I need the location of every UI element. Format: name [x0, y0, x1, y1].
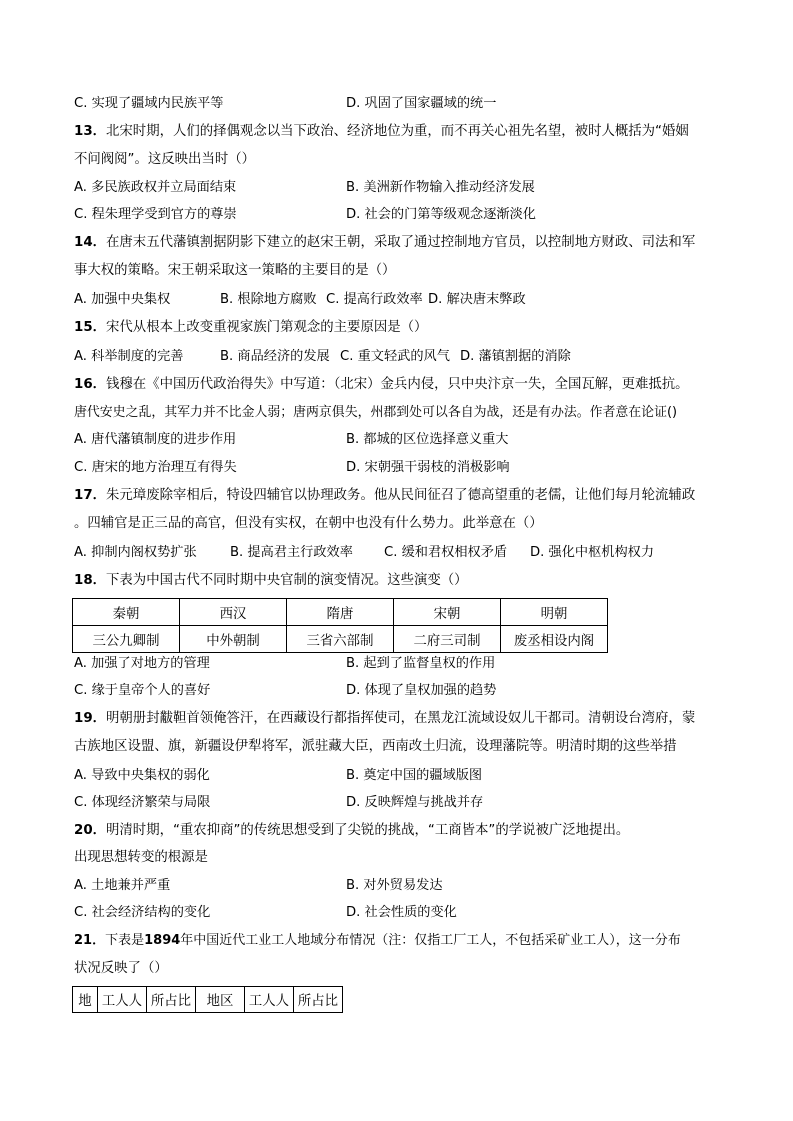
table-cell: 三省六部制: [287, 626, 394, 653]
q14-option-b: B. 根除地方腐败: [220, 292, 317, 307]
q16-stem-line1: [74, 375, 689, 395]
q14-options: [74, 290, 724, 310]
q18-options-ab: [74, 654, 724, 674]
q13-text-1: 北宋时期，人们的择偶观念以当下政治、经济地位为重，而不再关心祖先名望，被时人概括为“婚姻: [106, 124, 689, 139]
table-row: [73, 987, 343, 1013]
q13-options-ab: [74, 178, 724, 198]
q17-stem-line2: 。四辅官是正三品的高官，但没有实权，在朝中也没有什么势力。此举意在（）: [74, 516, 543, 531]
q12-options-cd: [74, 94, 724, 114]
table-header-cell: 宋朝: [394, 599, 501, 626]
q17-number: 17．: [74, 488, 107, 503]
q17-option-d: D. 强化中枢机构权力: [530, 545, 655, 560]
q21-text-1b: 年中国近代工业工人地域分布情况（注：仅指工厂工人，不包括采矿业工人），这一分布: [180, 933, 681, 948]
q19-stem-line1: [74, 709, 695, 729]
q16-text-1: 钱穆在《中国历代政治得失》中写道：（北宋）金兵内侵，只中央汴京一失，全国瓦解，更难抵抗。: [106, 377, 689, 392]
table-header-cell: 所占比: [294, 987, 343, 1013]
q19-text-1: 明朝册封黻靼首领俺答汗，在西藏设行都指挥使司，在黑龙江流域设奴儿干都司。清朝设台湾府，蒙: [106, 711, 696, 726]
q21-year: 1894: [144, 933, 181, 948]
q13-number: 13．: [74, 124, 107, 139]
q18-text-1: 下表为中国古代不同时期中央官制的演变情况。这些演变（）: [106, 573, 468, 588]
q18-option-b: B. 起到了监督皇权的作用: [346, 656, 496, 671]
q13-option-d: D. 社会的门第等级观念逐渐淡化: [346, 207, 536, 222]
q14-option-d: D. 解决唐末弊政: [428, 292, 526, 307]
q20-text-1: 明清时期，“重农抑商”的传统思想受到了尖锐的挑战，“工商皆本”的学说被广泛地提出。: [106, 823, 630, 838]
q16-options-ab: [74, 430, 724, 450]
q16-option-b: B. 都城的区位选择意义重大: [346, 432, 509, 447]
q14-option-c: C. 提高行政效率: [326, 292, 423, 307]
q15-option-b: B. 商品经济的发展: [220, 349, 330, 364]
table-cell: 二府三司制: [394, 626, 501, 653]
table-header-cell: 地区: [196, 987, 245, 1013]
q12-option-c: C. 实现了疆域内民族平等: [74, 96, 224, 111]
q19-option-b: B. 奠定中国的疆域版图: [346, 768, 483, 783]
q13-stem-line2: 不问阀阅”。这反映出当时（）: [74, 152, 256, 167]
q19-stem-line2: 古族地区设盟、旗，新疆设伊犁将军，派驻藏大臣，西南改土归流，设理藩院等。明清时期的这些举措: [74, 739, 677, 754]
q17-stem-line1: [74, 486, 695, 506]
q20-option-b: B. 对外贸易发达: [346, 878, 443, 893]
q18-option-c: C. 缘于皇帝个人的喜好: [74, 683, 211, 698]
q17-text-1: 朱元璋废除宰相后，特设四辅官以协理政务。他从民间征召了德高望重的老儒，让他们每月轮流辅政: [106, 488, 696, 503]
q21-worker-distribution-table: [72, 986, 343, 1013]
q16-option-c: C. 唐宋的地方治理互有得失: [74, 460, 237, 475]
q20-stem-line2: 出现思想转变的根源是: [74, 850, 208, 865]
q16-number: 16．: [74, 377, 107, 392]
q18-option-a: A. 加强了对地方的管理: [74, 656, 210, 671]
table-row: [73, 599, 608, 626]
q16-option-a: A. 唐代藩镇制度的进步作用: [74, 432, 237, 447]
q15-text-1: 宋代从根本上改变重视家族门第观念的主要原因是（）: [106, 320, 428, 335]
q13-option-c: C. 程朱理学受到官方的尊崇: [74, 207, 237, 222]
q15-stem-line1: [74, 318, 427, 338]
q18-options-cd: [74, 681, 724, 701]
table-header-cell: 西汉: [180, 599, 287, 626]
q19-option-a: A. 导致中央集权的弱化: [74, 768, 210, 783]
q17-option-b: B. 提高君主行政效率: [230, 545, 353, 560]
table-cell: 废丞相设内阁: [501, 626, 608, 653]
q15-option-a: A. 科举制度的完善: [74, 349, 184, 364]
q20-option-c: C. 社会经济结构的变化: [74, 905, 211, 920]
table-row: [73, 626, 608, 653]
q16-options-cd: [74, 458, 724, 478]
table-header-cell: 工人人: [245, 987, 294, 1013]
q13-options-cd: [74, 205, 724, 225]
table-header-cell: 明朝: [501, 599, 608, 626]
table-header-cell: 隋唐: [287, 599, 394, 626]
q17-option-a: A. 抑制内阁权势扩张: [74, 545, 197, 560]
table-header-cell: 所占比: [147, 987, 196, 1013]
q15-option-d: D. 藩镇割据的消除: [460, 349, 571, 364]
q17-options: [74, 543, 724, 563]
q15-option-c: C. 重文轻武的风气: [340, 349, 450, 364]
q19-option-c: C. 体现经济繁荣与局限: [74, 795, 211, 810]
q20-option-a: A. 土地兼并严重: [74, 878, 171, 893]
q14-stem-line2: 事大权的策略。宋王朝采取这一策略的主要目的是（）: [74, 263, 396, 278]
q13-option-a: A. 多民族政权并立局面结束: [74, 180, 237, 195]
q14-option-a: A. 加强中央集权: [74, 292, 171, 307]
table-header-cell: 秦朝: [73, 599, 180, 626]
q17-option-c: C. 缓和君权相权矛盾: [384, 545, 508, 560]
q20-options-ab: [74, 876, 724, 896]
q15-number: 15．: [74, 320, 107, 335]
q21-stem-line2: 状况反映了（）: [74, 961, 168, 976]
q21-stem-line1: [74, 931, 681, 951]
q20-number: 20．: [74, 823, 107, 838]
q19-option-d: D. 反映辉煌与挑战并存: [346, 795, 484, 810]
q21-number: 21．: [74, 933, 106, 948]
q13-option-b: B. 美洲新作物输入推动经济发展: [346, 180, 535, 195]
q14-number: 14．: [74, 235, 107, 250]
q13-stem-line1: [74, 122, 689, 142]
q19-options-cd: [74, 793, 724, 813]
q12-option-d: D. 巩固了国家疆域的统一: [346, 96, 497, 111]
q16-option-d: D. 宋朝强干弱枝的消极影响: [346, 460, 510, 475]
q19-number: 19．: [74, 711, 107, 726]
q20-stem-line1: [74, 821, 629, 841]
q18-official-system-table: [72, 598, 608, 653]
q15-options: [74, 347, 724, 367]
q20-options-cd: [74, 903, 724, 923]
q20-option-d: D. 社会性质的变化: [346, 905, 457, 920]
table-header-cell: 工人人: [98, 987, 147, 1013]
q21-text-1: 下表是: [105, 933, 145, 948]
q14-stem-line1: [74, 233, 695, 253]
q14-text-1: 在唐末五代藩镇割据阴影下建立的赵宋王朝，采取了通过控制地方官员，以控制地方财政、司法和军: [106, 235, 696, 250]
table-header-cell: 地: [73, 987, 98, 1013]
table-cell: 中外朝制: [180, 626, 287, 653]
q18-stem-line1: [74, 571, 468, 591]
q18-option-d: D. 体现了皇权加强的趋势: [346, 683, 497, 698]
q18-number: 18．: [74, 573, 107, 588]
q19-options-ab: [74, 766, 724, 786]
q16-stem-line2: 唐代安史之乱，其军力并不比金人弱；唐两京俱失，州郡到处可以各自为战，还是有办法。作者意在论证(): [74, 405, 678, 420]
table-cell: 三公九卿制: [73, 626, 180, 653]
